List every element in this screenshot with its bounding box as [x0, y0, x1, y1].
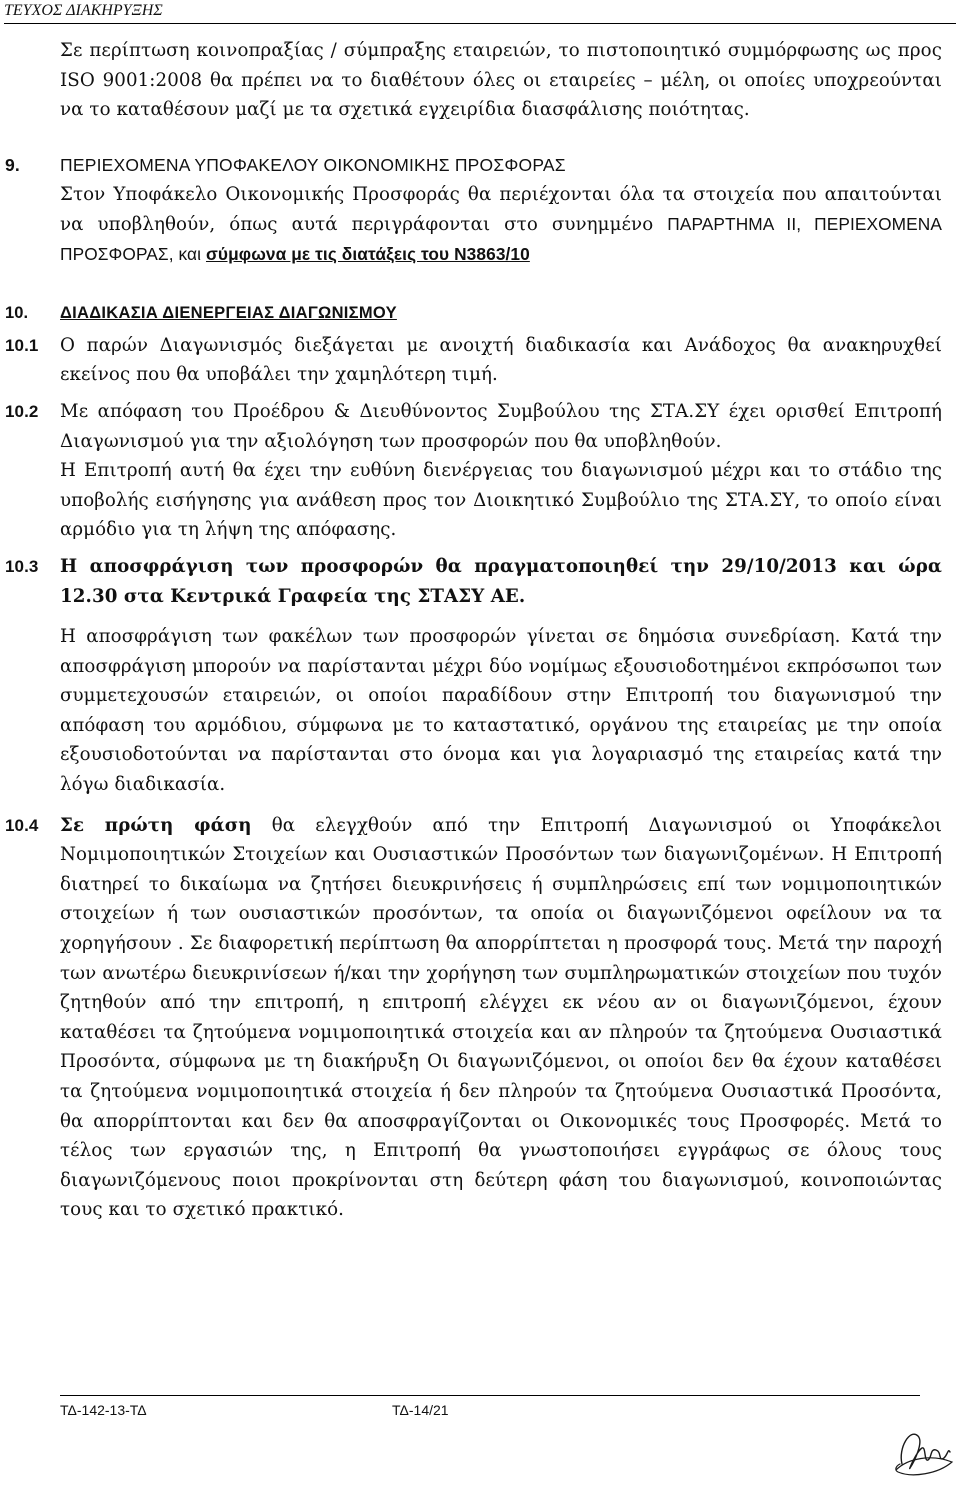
- clause-10-3-label: 10.3: [5, 556, 39, 576]
- clause-10-4-text: θα ελεγχθούν από την Επιτροπή Διαγωνισμού οι Υποφάκελοι Νομιμοποιητικών Στοιχείων και Ουσιαστικών Προσόντων των διαγωνιζομένων. Η Επιτροπή διατηρεί το δικαίωμα να ζητήσει διευκρινήσεις ή συμπληρώσεις επί των νομιμοποιητικών στοιχείων ή των ουσιαστικών προσόντων, τα οποία οι διαγωνιζόμενοι οφείλουν να τα χορηγήσουν . Σε διαφορετική περίπτωση θα απορρίπτεται η προσφορά τους. Μετά την παροχή των ανωτέρω διευκρινίσεων ή/και την χορήγηση των συμπληρωματικών στοιχείων που τυχόν ζητηθούν από την επιτροπή, η επιτροπή ελέγχει εκ νέου αν οι διαγωνιζόμενοι, έχουν καταθέσει τα ζητούμενα νομιμοποιητικά στοιχεία και αν πληρούν τα ζητούμενα Ουσιαστικά Προσόντα, σύμφωνα με τη διακήρυξη Οι διαγωνιζόμενοι, οι οποίοι δεν θα έχουν καταθέσει τα ζητούμενα νομιμοποιητικά στοιχεία ή δεν πληρούν τα ζητούμενα Ουσιαστικά Προσόντα, θα απορρίπτονται και δεν θα αποσφραγίζονται οι Οικονομικές τους Προσφορές. Μετά το τέλος των εργασιών της, η Επιτροπή θα γνωστοποιήσει εγγράφως σε όλους τους διαγωνιζόμενους ποιοι προκρίνονται στη δεύτερη φάση του διαγωνισμού, κοινοποιώντας τους και το σχετικό πρακτικό.: [60, 814, 942, 1221]
- section-10-number: 10.: [5, 304, 29, 323]
- clause-10-4-paragraph: [60, 811, 942, 1225]
- clause-10-4: [5, 811, 942, 1225]
- footer-page-number: ΤΔ-14/21: [392, 1402, 449, 1418]
- section-9-paragraph: [60, 180, 942, 269]
- header-title: ΤΕΥΧΟΣ ΔΙΑΚΗΡΥΞΗΣ: [4, 2, 163, 19]
- section-9-law-ref: σύμφωνα με τις διατάξεις του Ν3863/10: [205, 243, 530, 264]
- section-9-heading: [5, 151, 942, 181]
- section-9-number: 9.: [5, 154, 20, 175]
- footer-doc-code: ΤΔ-142-13-ΤΔ: [60, 1402, 147, 1418]
- section-9-text: Στον Υποφάκελο Οικονομικής Προσφοράς θα περιέχονται όλα τα στοιχεία που απαιτούνται να υποβληθούν, όπως αυτά περιγράφονται στο συνημμένο: [60, 184, 942, 235]
- section-10-heading: [5, 299, 942, 329]
- section-9-title: ΠΕΡΙΕΧΟΜΕΝΑ ΥΠΟΦΑΚΕΛΟΥ ΟΙΚΟΝΟΜΙΚΗΣ ΠΡΟΣΦΟΡΑΣ: [60, 154, 566, 175]
- clause-10-3-text: Η αποσφράγιση των φακέλων των προσφορών γίνεται σε δημόσια συνεδρίαση. Κατά την αποσφράγιση μπορούν να παρίστανται μέχρι δύο νομίμως εξουσιοδοτημένοι εκπρόσωποι των συμμετεχουσών εταιρειών, οι οποίοι παραδίδουν στην Επιτροπή του διαγωνισμού την απόφαση του αρμόδιου, σύμφωνα με το καταστατικό, οργάνου της εταιρείας με την οποία εξουσιοδοτούνται να παρίστανται στο όνομα και για λογαριασμό της εταιρείας κατά την λόγω διαδικασία.: [60, 626, 942, 796]
- clause-10-2-text-a: Με απόφαση του Προέδρου & Διευθύνοντος Συμβούλου της ΣΤΑ.ΣΥ έχει ορισθεί Επιτροπή Διαγωνισμού για την αξιολόγηση των προσφορών που θα υποβληθούν.: [60, 400, 942, 452]
- clause-10-3: [5, 552, 942, 800]
- clause-10-4-label: 10.4: [5, 815, 39, 835]
- clause-10-2-text-b: Η Επιτροπή αυτή θα έχει την ευθύνη διενέργειας του διαγωνισμού μέχρι και το στάδιο της υποβολής εισήγησης για ανάθεση προς τον Διοικητικό Συμβούλιο της ΣΤΑ.ΣΥ, το οποίο είναι αρμόδιο για τη λήψη της απόφασης.: [60, 460, 942, 541]
- handwritten-signature: [888, 1418, 956, 1482]
- clause-10-1-label: 10.1: [5, 335, 39, 355]
- section-10-title: ΔΙΑΔΙΚΑΣΙΑ ΔΙΕΝΕΡΓΕΙΑΣ ΔΙΑΓΩΝΙΣΜΟΥ: [60, 304, 397, 323]
- running-header: [4, 1, 956, 24]
- document-body: [5, 36, 942, 1225]
- clause-10-2: [5, 397, 942, 545]
- clause-10-3-bold-text: Η αποσφράγιση των προσφορών θα πραγματοποιηθεί την 29/10/2013 και ώρα 12.30 στα Κεντρικά Γραφεία της ΣΤΑΣΥ ΑΕ.: [60, 555, 942, 607]
- clause-10-2-label: 10.2: [5, 401, 39, 421]
- clause-10-1-text: Ο παρών Διαγωνισμός διεξάγεται με ανοιχτή διαδικασία και Ανάδοχος θα ανακηρυχθεί εκείνος που θα υποβάλει την χαμηλότερη τιμή.: [60, 334, 942, 386]
- clause-10-4-bold-text: Σε πρώτη φάση: [60, 814, 252, 836]
- running-footer: [60, 1395, 920, 1420]
- section-9-annex-ref: ΠΑΡΑΡΤΗΜΑ ΙΙ, ΠΕΡΙΕΧΟΜΕΝΑ ΠΡΟΣΦΟΡΑΣ, και: [60, 213, 942, 264]
- intro-paragraph: Σε περίπτωση κοινοπραξίας / σύμπραξης εταιρειών, το πιστοποιητικό συμμόρφωσης ως προς ISO 9001:2008 θα πρέπει να το διαθέτουν όλες οι εταιρείες – μέλη, οι οποίες υποχρεούνται να το καταθέσουν μαζί με τα σχετικά εγχειρίδια διασφάλισης ποιότητας.: [60, 40, 942, 121]
- clause-10-1: [5, 331, 942, 390]
